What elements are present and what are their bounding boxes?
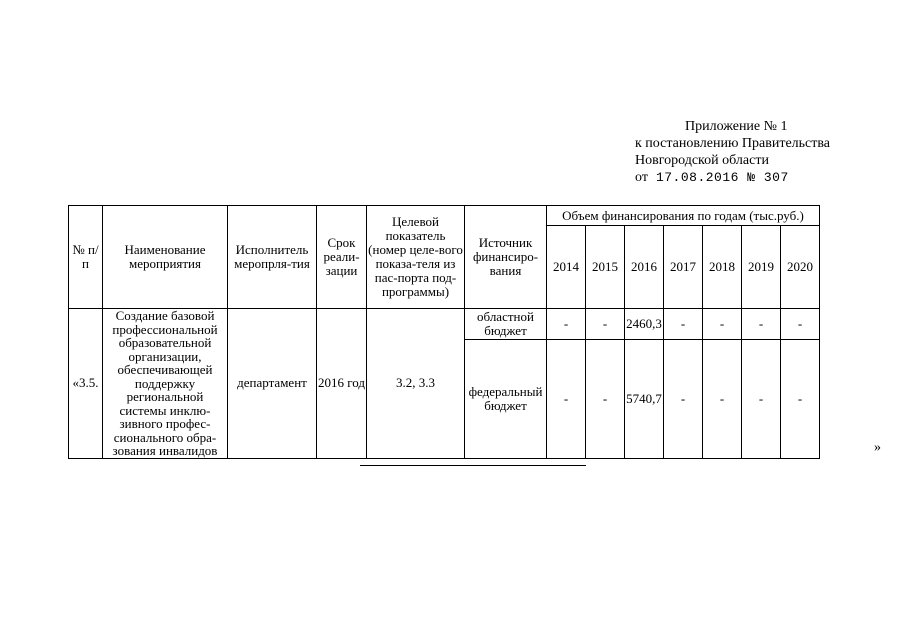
value-regional-2016: 2460,3: [625, 309, 664, 340]
row-executor: департамент: [228, 309, 317, 459]
header-year-2017: 2017: [664, 226, 703, 309]
header-year-2018: 2018: [703, 226, 742, 309]
value-regional-2020: -: [781, 309, 820, 340]
value-federal-2019: -: [742, 339, 781, 458]
header-funding-group: Объем финансирования по годам (тыс.руб.): [547, 206, 820, 226]
funding-table: [68, 205, 820, 459]
row-term: 2016 год: [317, 309, 367, 459]
header-term: Срок реали-зации: [317, 206, 367, 309]
row-source-federal: федеральный бюджет: [465, 339, 547, 458]
value-regional-2017: -: [664, 309, 703, 340]
date-stamp: 17.08.2016 № 307: [655, 170, 789, 185]
value-federal-2018: -: [703, 339, 742, 458]
table-header-row-1: [69, 206, 820, 226]
header-year-2020: 2020: [781, 226, 820, 309]
row-source-regional: областной бюджет: [465, 309, 547, 340]
header-executor: Исполнитель меропрля-тия: [228, 206, 317, 309]
header-num: № п/п: [69, 206, 103, 309]
value-regional-2018: -: [703, 309, 742, 340]
date-prefix: от: [635, 170, 648, 185]
value-federal-2017: -: [664, 339, 703, 458]
appendix-date-line: [635, 169, 830, 186]
header-year-2015: 2015: [586, 226, 625, 309]
row-num: «3.5.: [69, 309, 103, 459]
row-name: Создание базовой профессиональной образовательной организации, обеспечивающей поддержку региональной системы инклю-зивного профес-сионального обра-зования инвалидов: [103, 309, 228, 459]
header-target: Целевой показатель (номер целе-вого показа-теля из пас-порта под-программы): [367, 206, 465, 309]
header-year-2016: 2016: [625, 226, 664, 309]
appendix-line-region: Новгородской области: [635, 153, 769, 168]
table-row: [69, 309, 820, 340]
appendix-title: Приложение № 1: [685, 119, 788, 134]
closing-quote: »: [874, 440, 881, 455]
value-regional-2014: -: [547, 309, 586, 340]
appendix-line-decree: к постановлению Правительства: [635, 136, 831, 151]
value-regional-2015: -: [586, 309, 625, 340]
value-federal-2015: -: [586, 339, 625, 458]
appendix-header: [635, 118, 830, 186]
value-federal-2014: -: [547, 339, 586, 458]
value-regional-2019: -: [742, 309, 781, 340]
row-target: 3.2, 3.3: [367, 309, 465, 459]
value-federal-2020: -: [781, 339, 820, 458]
header-year-2019: 2019: [742, 226, 781, 309]
header-source: Источник финансиро-вания: [465, 206, 547, 309]
header-year-2014: 2014: [547, 226, 586, 309]
header-name: Наименование мероприятия: [103, 206, 228, 309]
value-federal-2016: 5740,7: [625, 339, 664, 458]
separator-line: [360, 465, 586, 466]
